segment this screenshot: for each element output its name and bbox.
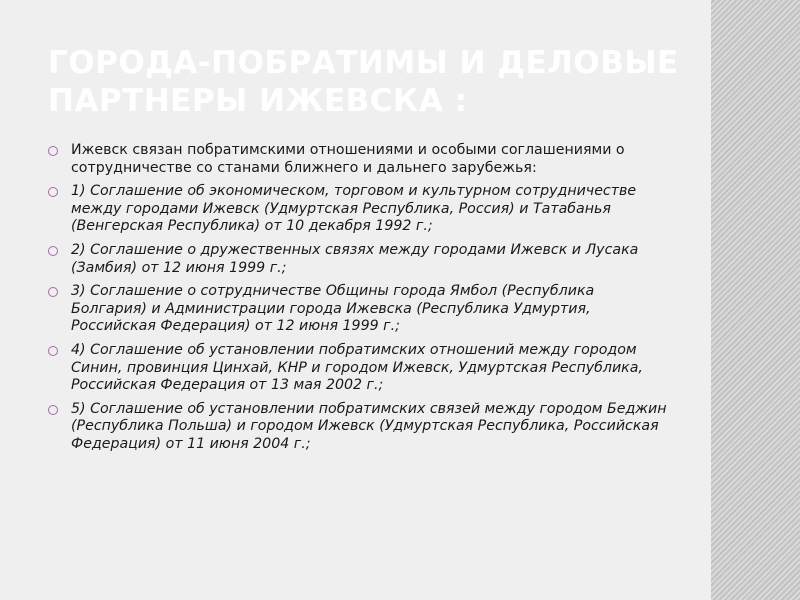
list-item (48, 283, 668, 336)
list-item (48, 401, 668, 454)
circle-bullet-icon (48, 287, 58, 297)
list-item (48, 183, 668, 236)
list-item-text: 5) Соглашение об установлении побратимских связей между городом Беджин (Республика Польша) и городом Ижевск (Удмуртская Республика, Российская Федерация) от 11 июня 2004 г.; (71, 400, 667, 452)
circle-bullet-icon (48, 146, 58, 156)
circle-bullet-icon (48, 187, 58, 197)
list-item-text: 4) Соглашение об установлении побратимских отношений между городом Синин, провинция Цинхай, КНР и городом Ижевск, Удмуртская Республика, Российская Федерация от 13 мая 2002 г.; (71, 341, 643, 394)
circle-bullet-icon (48, 405, 58, 415)
slide-title: ГОРОДА-ПОБРАТИМЫ И ДЕЛОВЫЕ ПАРТНЕРЫ ИЖЕВСКА : (48, 45, 679, 119)
bullet-list (48, 142, 668, 460)
circle-bullet-icon (48, 346, 58, 356)
list-item-text: Ижевск связан побратимскими отношениями и особыми соглашениями о сотрудничестве со станами ближнего и дальнего зарубежья: (71, 142, 625, 176)
list-item (48, 342, 668, 395)
list-item (48, 242, 668, 277)
decorative-stripe-panel (711, 0, 800, 600)
list-item (48, 142, 668, 177)
list-item-text: 3) Соглашение о сотрудничестве Общины города Ямбол (Республика Болгария) и Администрации города Ижевска (Республика Удмуртия, Российская Федерация) от 12 июня 1999 г.; (71, 283, 595, 335)
circle-bullet-icon (48, 246, 58, 256)
list-item-text: 2) Соглашение о дружественных связях между городами Ижевск и Лусака (Замбия) от 12 июня 1999 г.; (71, 241, 639, 276)
list-item-text: 1) Соглашение об экономическом, торговом и культурном сотрудничестве между городами Ижевск (Удмуртская Республика, Россия) и Татабанья (Венгерская Республика) от 10 декабря 1992 г.; (71, 183, 637, 235)
